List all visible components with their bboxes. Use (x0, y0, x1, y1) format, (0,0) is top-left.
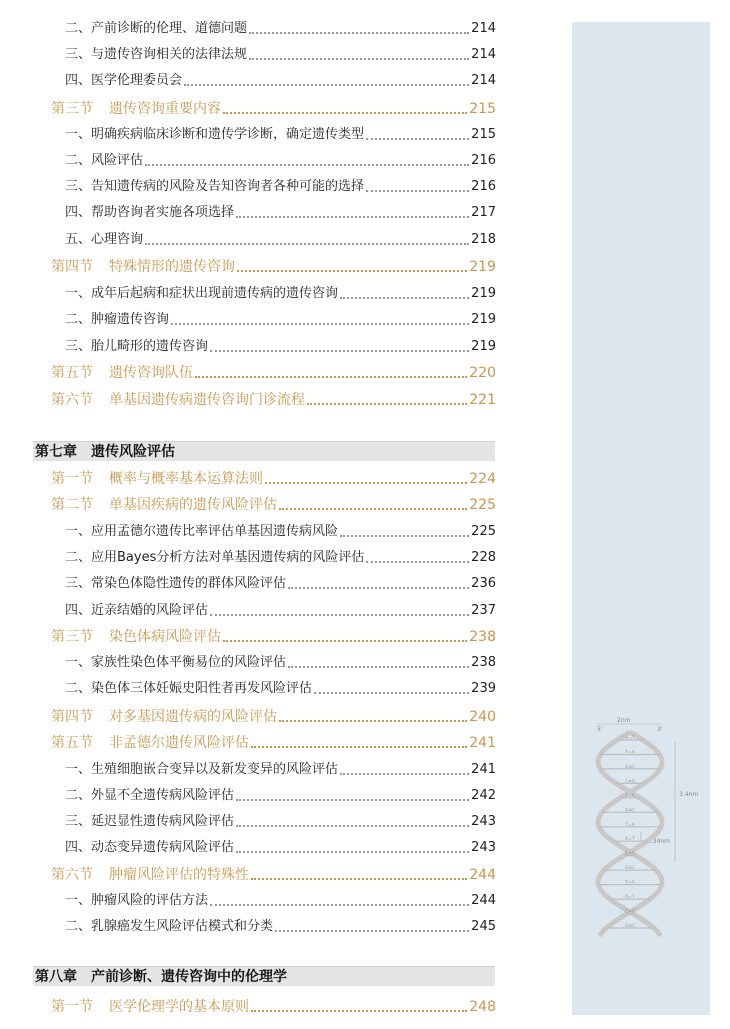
dot-leader (288, 587, 469, 589)
section-title: 遗传咨询队伍 (109, 365, 193, 381)
section-heading (51, 998, 249, 1016)
page-number: 216 (471, 153, 496, 168)
section-number: 第一节 (51, 999, 93, 1015)
base-pair-label: T=A (625, 822, 635, 828)
dot-leader (366, 561, 469, 563)
dot-leader (340, 773, 469, 775)
toc-item-entry[interactable] (0, 648, 496, 672)
chapter-title: 遗传风险评估 (91, 444, 175, 460)
dot-leader (210, 350, 469, 352)
page-number: 225 (469, 497, 496, 513)
toc-item-entry[interactable] (0, 198, 496, 222)
chapter-heading (33, 966, 495, 986)
section-heading (51, 628, 221, 646)
item-title: 一、应用孟德尔遗传比率评估单基因遗传病风险 (65, 524, 339, 539)
toc-item-entry[interactable] (0, 543, 496, 567)
dot-leader (145, 164, 469, 166)
base-pair-label: G≡C (625, 924, 636, 929)
section-number: 第三节 (51, 101, 93, 117)
helix-3prime-label: 3' (657, 726, 663, 733)
page-number: 238 (471, 655, 496, 670)
item-title: 二、风险评估 (65, 153, 144, 168)
page-number: 219 (471, 312, 496, 327)
section-heading (51, 470, 263, 488)
dot-leader (275, 930, 469, 932)
page-number: 220 (469, 365, 496, 381)
page-number: 239 (471, 681, 496, 696)
section-heading (51, 258, 235, 276)
page-number: 244 (469, 867, 496, 883)
page-number: 244 (471, 893, 496, 908)
page-number: 243 (471, 814, 496, 829)
dot-leader (314, 692, 469, 694)
base-pair-label: G≡C (625, 808, 636, 814)
page-number: 240 (469, 709, 496, 725)
dot-leader (366, 190, 469, 192)
toc-section-entry[interactable] (0, 992, 496, 1016)
section-title: 肿瘤风险评估的特殊性 (109, 867, 249, 883)
section-title: 对多基因遗传病的风险评估 (109, 709, 277, 725)
toc-section-entry[interactable] (0, 728, 496, 752)
dot-leader (236, 851, 469, 853)
base-pair-label: G≡C (625, 866, 636, 872)
toc-section-entry[interactable] (0, 702, 496, 726)
item-title: 四、近亲结婚的风险评估 (65, 603, 209, 618)
page-number: 238 (469, 629, 496, 645)
dot-leader (236, 825, 469, 827)
chapter-number: 第八章 (35, 969, 77, 985)
base-pair-label: C≡G (625, 779, 636, 785)
dot-leader (210, 614, 469, 616)
section-title: 遗传咨询重要内容 (109, 101, 221, 117)
page-number: 242 (471, 788, 496, 803)
base-pair-label: T=A (625, 793, 635, 799)
section-title: 概率与概率基本运算法则 (109, 471, 263, 487)
helix-rise-label: 0.34nm (647, 838, 671, 845)
page-number: 219 (469, 259, 496, 275)
item-title: 一、成年后起病和症状出现前遗传病的遗传咨询 (65, 286, 339, 301)
toc-section-entry[interactable] (0, 860, 496, 884)
base-pair-label: G≡C (625, 764, 636, 770)
section-title: 特殊情形的遗传咨询 (109, 259, 235, 275)
item-title: 二、乳腺癌发生风险评估模式和分类 (65, 919, 274, 934)
dot-leader (237, 270, 467, 272)
item-title: 二、染色体三体妊娠史阳性者再发风险评估 (65, 681, 313, 696)
dot-leader (340, 297, 469, 299)
toc-section-entry[interactable] (0, 464, 496, 488)
toc-item-entry[interactable] (0, 40, 496, 64)
item-title: 二、外显不全遗传病风险评估 (65, 788, 235, 803)
toc-item-entry[interactable] (0, 120, 496, 144)
base-pair-label: C≡G (625, 909, 636, 915)
section-heading (51, 100, 221, 118)
toc-item-entry[interactable] (0, 225, 496, 249)
dot-leader (366, 138, 469, 140)
dna-helix-figure (575, 714, 705, 944)
chapter-heading (33, 441, 495, 461)
toc-section-entry[interactable] (0, 94, 496, 118)
item-title: 三、常染色体隐性遗传的群体风险评估 (65, 576, 287, 591)
base-pair-label: C≡G (625, 851, 636, 857)
item-title: 五、心理咨询 (65, 232, 144, 247)
section-number: 第四节 (51, 709, 93, 725)
section-title: 单基因疾病的遗传风险评估 (109, 497, 277, 513)
toc-item-entry[interactable] (0, 66, 496, 90)
section-heading (51, 734, 249, 752)
dot-leader (340, 535, 469, 537)
toc-item-entry[interactable] (0, 596, 496, 620)
page-number: 245 (471, 919, 496, 934)
helix-pitch-label: 3.4nm (679, 791, 699, 798)
chapter-title: 产前诊断、遗传咨询中的伦理学 (91, 969, 287, 985)
item-title: 四、动态变异遗传病风险评估 (65, 840, 235, 855)
section-number: 第六节 (51, 392, 93, 408)
page-number: 228 (471, 550, 496, 565)
page-number: 215 (469, 101, 496, 117)
toc-item-entry[interactable] (0, 781, 496, 805)
toc-item-entry[interactable] (0, 332, 496, 356)
section-heading (51, 708, 277, 726)
page-number: 219 (471, 286, 496, 301)
page-number: 221 (469, 392, 496, 408)
dot-leader (184, 84, 469, 86)
item-title: 四、医学伦理委员会 (65, 73, 183, 88)
toc-item-entry[interactable] (0, 569, 496, 593)
item-title: 一、家族性染色体平衡易位的风险评估 (65, 655, 287, 670)
toc-section-entry[interactable] (0, 622, 496, 646)
toc-item-entry[interactable] (0, 172, 496, 196)
toc-item-entry[interactable] (0, 14, 496, 38)
toc-item-entry[interactable] (0, 305, 496, 329)
page-number: 217 (471, 205, 496, 220)
toc-item-entry[interactable] (0, 886, 496, 910)
dot-leader (223, 112, 467, 114)
toc-section-entry[interactable] (0, 358, 496, 382)
base-pair-label: T=A (625, 880, 635, 886)
dot-leader (249, 58, 469, 60)
page-number: 241 (469, 735, 496, 751)
toc-item-entry[interactable] (0, 912, 496, 936)
page-number: 241 (471, 762, 496, 777)
toc-item-entry[interactable] (0, 146, 496, 170)
item-title: 三、与遗传咨询相关的法律法规 (65, 47, 248, 62)
toc-item-entry[interactable] (0, 755, 496, 779)
page-number: 243 (471, 840, 496, 855)
page-number: 225 (471, 524, 496, 539)
toc-item-entry[interactable] (0, 807, 496, 831)
page-number: 214 (471, 47, 496, 62)
section-number: 第一节 (51, 471, 93, 487)
section-heading (51, 364, 193, 382)
toc-item-entry[interactable] (0, 279, 496, 303)
dot-leader (195, 376, 467, 378)
toc-section-entry[interactable] (0, 385, 496, 409)
dot-leader (288, 666, 469, 668)
base-pair-label: A=T (625, 736, 635, 741)
page-number: 219 (471, 339, 496, 354)
base-pair-label: A=T (625, 837, 635, 843)
page-number: 216 (471, 179, 496, 194)
item-title: 一、明确疾病临床诊断和遗传学诊断，确定遗传类型 (65, 127, 365, 142)
section-title: 非孟德尔遗传风险评估 (109, 735, 249, 751)
page-number: 214 (471, 21, 496, 36)
dot-leader (265, 482, 467, 484)
helix-5prime-label: 5' (597, 726, 603, 733)
section-heading (51, 391, 305, 409)
item-title: 一、生殖细胞嵌合变异以及新发变异的风险评估 (65, 762, 339, 777)
dot-leader (279, 720, 467, 722)
toc-item-entry[interactable] (0, 674, 496, 698)
dot-leader (210, 904, 469, 906)
dot-leader (279, 508, 467, 510)
page-number: 218 (471, 232, 496, 247)
item-title: 三、延迟显性遗传病风险评估 (65, 814, 235, 829)
dot-leader (171, 323, 469, 325)
item-title: 三、胎儿畸形的遗传咨询 (65, 339, 209, 354)
section-heading (51, 866, 249, 884)
dot-leader (251, 1010, 467, 1012)
section-number: 第五节 (51, 365, 93, 381)
page-number: 237 (471, 603, 496, 618)
dot-leader (249, 32, 469, 34)
dot-leader (223, 640, 467, 642)
chapter-number: 第七章 (35, 444, 77, 460)
section-title: 单基因遗传病遗传咨询门诊流程 (109, 392, 305, 408)
section-heading (51, 496, 277, 514)
page-number: 215 (471, 127, 496, 142)
section-number: 第六节 (51, 867, 93, 883)
base-pair-label: T=A (625, 750, 635, 756)
item-title: 一、肿瘤风险的评估方法 (65, 893, 209, 908)
page-number: 214 (471, 73, 496, 88)
dot-leader (236, 216, 469, 218)
dot-leader (307, 403, 467, 405)
toc-section-entry[interactable] (0, 490, 496, 514)
dot-leader (236, 799, 469, 801)
dot-leader (145, 243, 469, 245)
item-title: 二、应用Bayes分析方法对单基因遗传病的风险评估 (65, 550, 365, 565)
section-number: 第四节 (51, 259, 93, 275)
section-number: 第二节 (51, 497, 93, 513)
base-pair-label: A=T (625, 895, 635, 901)
toc-section-entry[interactable] (0, 252, 496, 276)
item-title: 四、帮助咨询者实施各项选择 (65, 205, 235, 220)
dot-leader (251, 878, 467, 880)
page-number: 236 (471, 576, 496, 591)
section-title: 医学伦理学的基本原则 (109, 999, 249, 1015)
toc-item-entry[interactable] (0, 517, 496, 541)
item-title: 二、肿瘤遗传咨询 (65, 312, 170, 327)
section-number: 第三节 (51, 629, 93, 645)
helix-width-label: 2nm (617, 717, 631, 724)
page-number: 224 (469, 471, 496, 487)
toc-item-entry[interactable] (0, 833, 496, 857)
dot-leader (251, 746, 467, 748)
section-title: 染色体病风险评估 (109, 629, 221, 645)
item-title: 三、告知遗传病的风险及告知咨询者各种可能的选择 (65, 179, 365, 194)
section-number: 第五节 (51, 735, 93, 751)
item-title: 二、产前诊断的伦理、道德问题 (65, 21, 248, 36)
page-number: 248 (469, 999, 496, 1015)
